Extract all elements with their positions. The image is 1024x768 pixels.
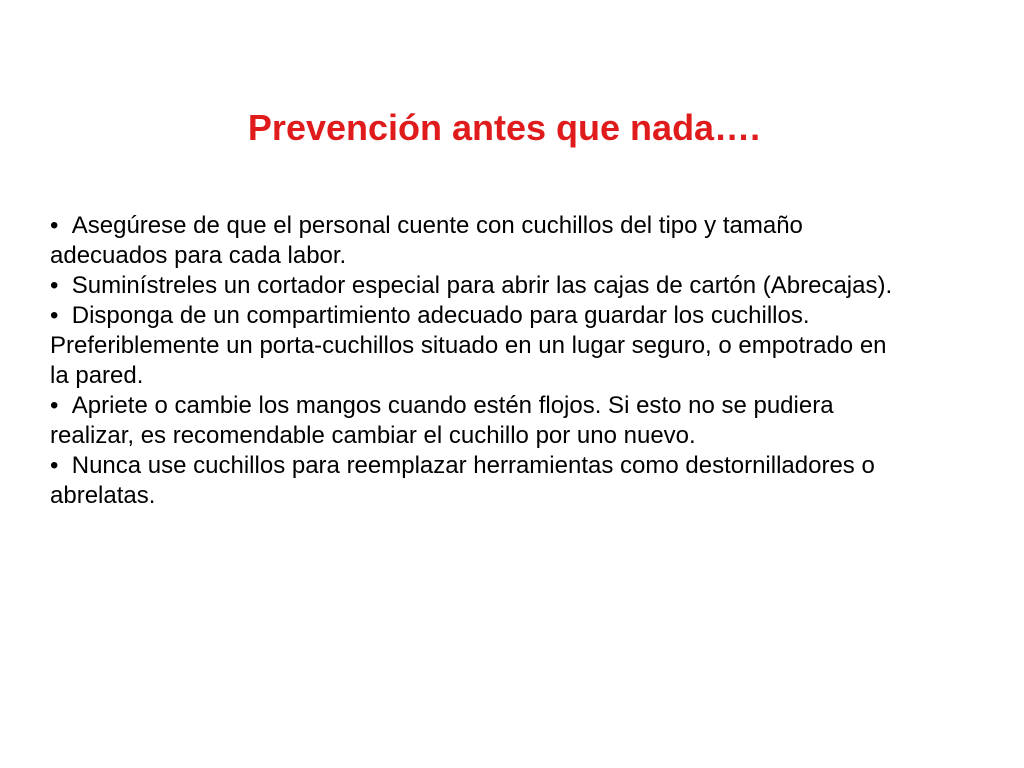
- bullet-text-line: Disponga de un compartimiento adecuado para guardar los cuchillos.: [71, 302, 810, 329]
- bullet-paragraph: [50, 391, 970, 451]
- bullet-text-line: adecuados para cada labor.: [50, 242, 347, 269]
- bullet-marker: •: [50, 302, 59, 329]
- bullet-paragraph: [50, 301, 970, 391]
- bullet-text-line: realizar, es recomendable cambiar el cuchillo por uno nuevo.: [50, 422, 696, 449]
- slide-body: [50, 211, 970, 511]
- bullet-text-line: Asegúrese de que el personal cuente con cuchillos del tipo y tamaño: [71, 212, 803, 239]
- bullet-text-line: Preferiblemente un porta-cuchillos situado en un lugar seguro, o empotrado en: [50, 332, 887, 359]
- bullet-marker: •: [50, 392, 59, 419]
- bullet-text-line: la pared.: [50, 362, 144, 389]
- bullet-marker: •: [50, 452, 59, 479]
- bullet-paragraph: [50, 271, 970, 301]
- bullet-text-line: Suminístreles un cortador especial para abrir las cajas de cartón (Abrecajas).: [71, 272, 893, 299]
- bullet-text-line: Nunca use cuchillos para reemplazar herramientas como destornilladores o: [71, 452, 875, 479]
- slide-title: Prevención antes que nada….: [247, 107, 761, 148]
- bullet-marker: •: [50, 272, 59, 299]
- bullet-paragraph: [50, 451, 970, 511]
- bullet-paragraph: [50, 211, 970, 271]
- bullet-marker: •: [50, 212, 59, 239]
- bullet-text-line: Apriete o cambie los mangos cuando estén flojos. Si esto no se pudiera: [71, 392, 834, 419]
- bullet-text-line: abrelatas.: [50, 482, 156, 509]
